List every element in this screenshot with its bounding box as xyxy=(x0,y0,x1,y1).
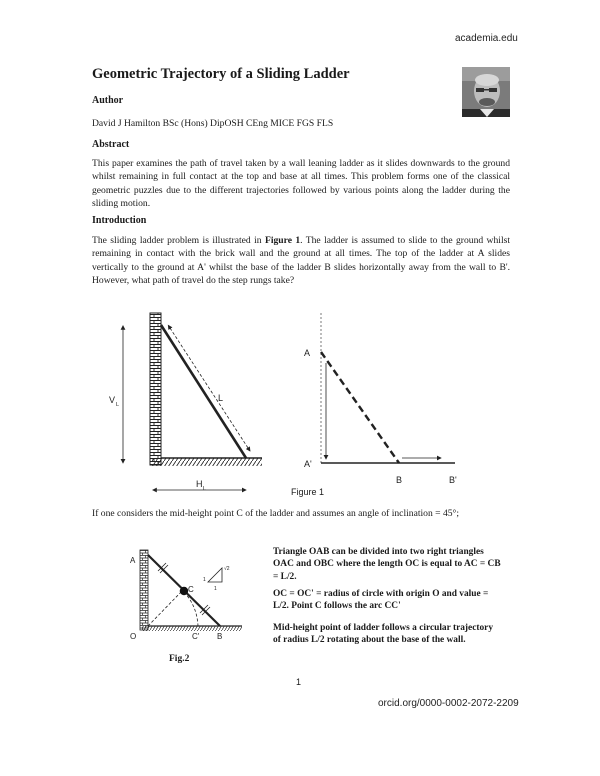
intro-text xyxy=(92,234,510,287)
label-a-prime: A' xyxy=(304,459,312,469)
label-h: H xyxy=(196,479,203,489)
abstract-heading: Abstract xyxy=(92,139,130,150)
author-photo xyxy=(462,67,510,117)
label-a: A xyxy=(304,348,311,358)
author-heading: Author xyxy=(92,95,124,106)
fig2-wall xyxy=(140,550,148,630)
paper-title: Geometric Trajectory of a Sliding Ladder xyxy=(92,66,350,82)
figure-2-caption: Fig.2 xyxy=(169,654,190,664)
fig2-label-c-prime: C' xyxy=(192,632,200,641)
length-arrow xyxy=(170,328,250,451)
label-v: V xyxy=(109,395,116,405)
label-v-sub: L xyxy=(116,402,120,408)
fig2-paragraph-3: Mid-height point of ladder follows a circular trajectory of radius L/2 rotating about the base of the wall. xyxy=(273,623,494,646)
fig2-ground-hatch xyxy=(142,626,242,631)
figure-1-reference: Figure 1 xyxy=(264,235,301,246)
fig2-label-c: C xyxy=(188,585,194,594)
author-name: David J Hamilton BSc (Hons) DipOSH CEng MICE FGS FLS xyxy=(92,118,334,129)
fig2-paragraph-2: OC = OC' = radius of circle with origin O and value = L/2. Point C follows the arc CC' xyxy=(273,589,489,612)
label-b-prime: B' xyxy=(449,475,457,485)
label-b: B xyxy=(396,475,403,485)
figure-2 xyxy=(120,540,250,650)
fig2-label-b: B xyxy=(217,632,223,641)
ground-hatch xyxy=(152,458,262,466)
page-number: 1 xyxy=(296,677,302,687)
site-header: academia.edu xyxy=(455,33,518,44)
brick-wall xyxy=(150,313,161,465)
label-l: L xyxy=(218,393,224,403)
label-h-sub: L xyxy=(203,486,207,492)
fig2-tri-side: 1 xyxy=(203,577,206,583)
ladder-dashed-line xyxy=(321,352,399,463)
intro-text-start: The sliding ladder problem is illustrated in xyxy=(92,235,265,246)
fig2-label-o: O xyxy=(130,632,137,641)
midpoint-text: If one considers the mid-height point C of the ladder and assumes an angle of inclination = 45°; xyxy=(92,508,460,519)
figure-1 xyxy=(100,305,480,505)
fig2-label-a: A xyxy=(130,556,136,565)
intro-text-rest: . The ladder is assumed to slide to the ground whilst remaining in contact with the brick wall and the ground at all times. The top of the ladder at A slides vertically to the ground at A' whilst the base of the ladder B slides horizontally away from the wall to B'. However, what path of travel do the step rungs take? xyxy=(92,235,511,286)
fig2-oc-line xyxy=(148,590,183,626)
abstract-text: This paper examines the path of travel taken by a wall leaning ladder as it slides downwards to the ground whilst remaining in full contact at the top and base at all times. This problem forms one of the classical geometric puzzles due to the different trajectories followed by various points along the ladder during the sliding motion. xyxy=(92,158,510,209)
intro-heading: Introduction xyxy=(92,215,147,226)
footer-orcid: orcid.org/0000-0002-2072-2209 xyxy=(378,698,519,709)
fig2-point-c xyxy=(180,587,188,595)
fig2-tri-base: 1 xyxy=(214,586,217,592)
fig2-paragraph-1: Triangle OAB can be divided into two right triangles OAC and OBC where the length OC is equal to AC = CB = L/2. xyxy=(273,547,501,582)
fig2-small-triangle xyxy=(208,568,222,582)
ladder-line xyxy=(161,325,246,458)
figure-1-caption: Figure 1 xyxy=(291,487,325,497)
fig2-tri-hyp: √2 xyxy=(224,566,230,572)
